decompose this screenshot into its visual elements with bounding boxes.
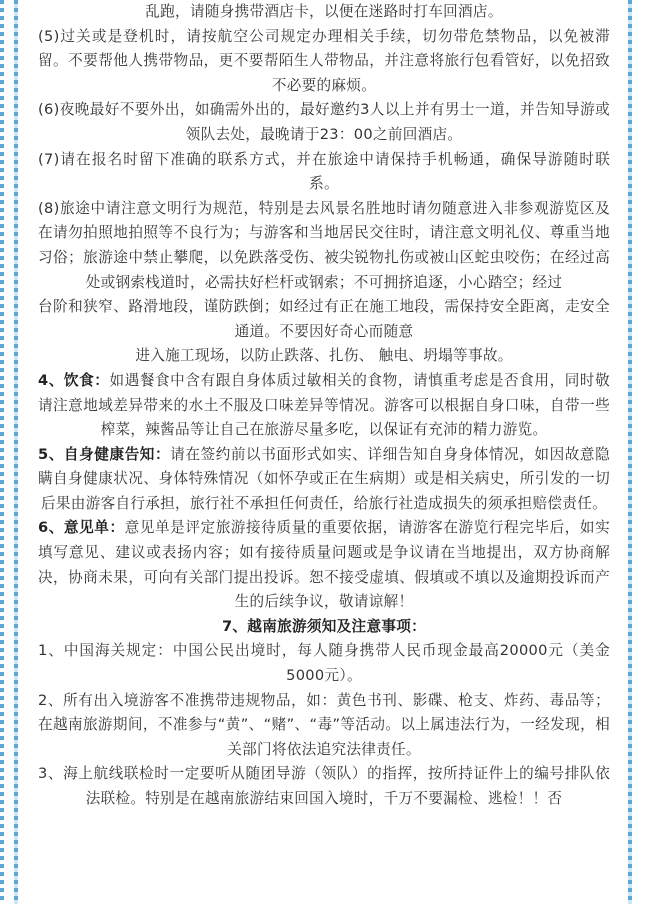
section-health-colon: ： (154, 445, 171, 463)
document-body (38, 0, 610, 904)
section-food-colon: ： (94, 371, 110, 389)
section-health-heading: 5、自身健康告知 (38, 445, 155, 463)
paragraph-steps-safety: 台阶和狭窄、路滑地段，谨防跌倒；如经过有正在施工地段，需保持安全距离，走安全通道。不要因好奇心而随意 (38, 298, 610, 340)
section-feedback-text: 意见单是评定旅游接待质量的重要依据，请游客在游览行程完毕后，如实填写意见、建议或表扬内容；如有接待质量问题或是争议请在当地提出，双方协商解决，协商未果，可向有关部门提出投诉。恕不接受虚填、假填或不填以及逾期投诉而产生的后续争议，敬请谅解！ (38, 519, 610, 611)
section-food-heading: 4、饮食 (38, 371, 95, 389)
paragraph-civilized-behavior: (8)旅途中请注意文明行为规范，特别是去风景名胜地时请勿随意进入非参观游览区及在请勿拍照地拍照等不良行为；与游客和当地居民交往时，请注意文明礼仪、尊重当地习俗；旅游途中禁止攀爬，以免跌落受伤、被尖锐物扎伤或被山区蛇虫咬伤；在经过高处或钢索栈道时，必需扶好栏杆或钢索；不可拥挤追逐，小心踏空；经过 (38, 199, 610, 291)
section-feedback-colon: ： (109, 519, 125, 537)
paragraph-customs-boarding: (5)过关或是登机时，请按航空公司规定办理相关手续，切勿带危禁物品，以免被滞留。不要帮他人携带物品，更不要帮陌生人带物品，并注意将旅行包看管好，以免招致不必要的麻烦。 (38, 27, 610, 94)
paragraph-construction-site: 进入施工现场，以防止跌落、扎伤、 触电、坍塌等事故。 (135, 347, 513, 365)
paragraph-night-outing: (6)夜晚最好不要外出，如确需外出的，最好邀约3人以上并有男士一道，并告知导游或领队去处，最晚请于23：00之前回酒店。 (38, 101, 610, 143)
section-feedback-heading: 6、意见单 (38, 519, 110, 537)
paragraph-hotel-card: 乱跑，请随身携带酒店卡，以便在迷路时打车回酒店。 (145, 3, 503, 20)
section-vietnam-heading: 7、越南旅游须知及注意事项： (221, 617, 427, 635)
section-health-text: 请在签约前以书面形式如实、详细告知自身身体情况，如因故意隐瞒自身健康状况、身体特殊情况（如怀孕或正在生病期）或是相关病史，所引发的一切后果由游客自行承担，旅行社不承担任何责任，给旅行社造成损失的须承担赔偿责任。 (38, 445, 610, 512)
section-feedback (38, 516, 610, 614)
vietnam-item-3: 3、海上航线联检时一定要听从随团导游（领队）的指挥，按所持证件上的编号排队依法联检。特别是在越南旅游结束回国入境时，千万不要漏检、逃检！！否 (38, 765, 610, 807)
paragraph-contact-info: (7)请在报名时留下准确的联系方式，并在旅途中请保持手机畅通，确保导游随时联系。 (38, 150, 610, 193)
section-food (38, 369, 610, 443)
vietnam-item-2: 2、所有出入境游客不准携带违规物品，如：黄色书刊、影碟、枪支、炸药、毒品等；在越南旅游期间，不准参与“黄”、“赌”、“毒”等活动。以上属违法行为，一经发现，相关部门将依法追究法律责任。 (38, 691, 610, 758)
section-food-text: 如遇餐食中含有跟自身体质过敏相关的食物，请慎重考虑是否食用，同时敬请注意地域差异带来的水土不服及口味差异等情况。游客可以根据自身口味，自带一些榨菜，辣酱品等让自己在旅游尽量多吃，以保证有充沛的精力游览。 (38, 371, 610, 439)
vietnam-item-1: 1、中国海关规定：中国公民出境时，每人随身携带人民币现金最高20000元（美金5000元）。 (38, 642, 610, 685)
section-health (38, 443, 610, 517)
